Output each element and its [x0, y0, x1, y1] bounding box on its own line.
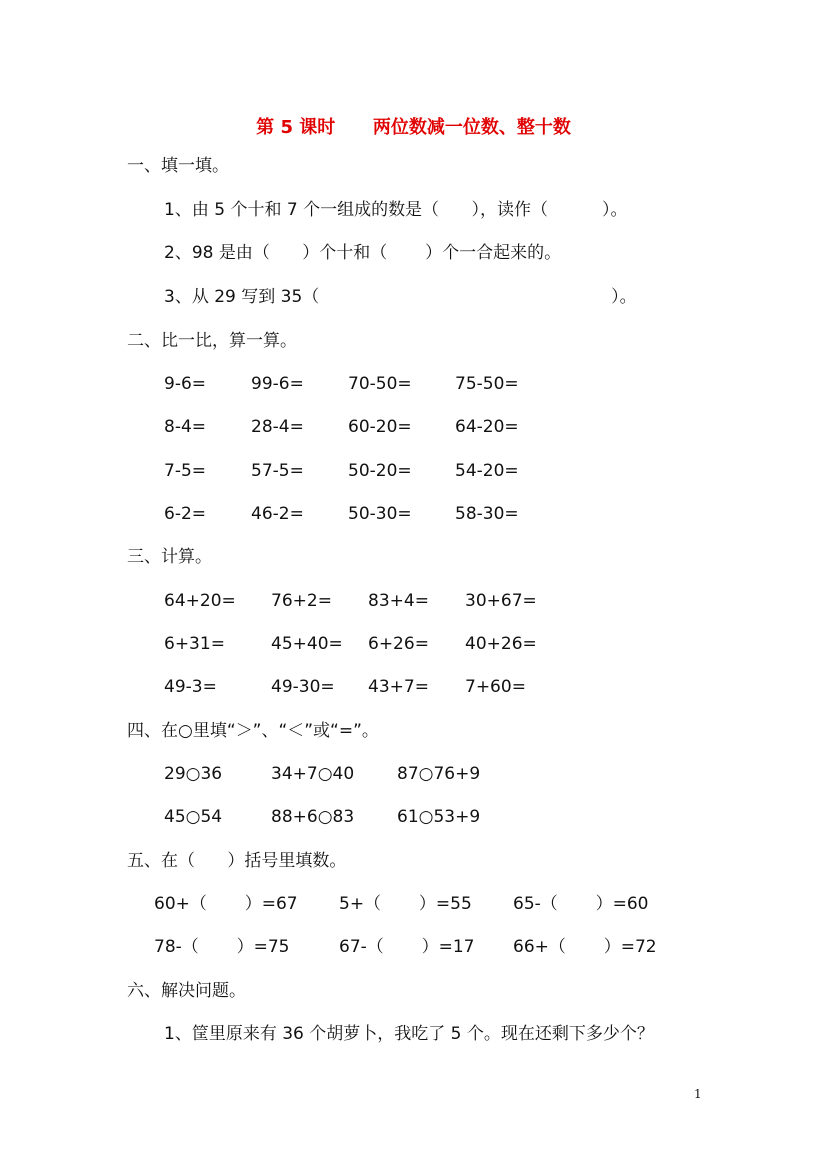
calc-item: 83+4= [368, 591, 429, 611]
word-problem-1: 1、筐里原来有 36 个胡萝卜，我吃了 5 个。现在还剩下多少个？ [164, 1024, 654, 1044]
calc-item: 50-30= [348, 504, 412, 524]
question-1-3: 3、从 29 写到 35（ ）。 [164, 287, 637, 307]
calc-item: 70-50= [348, 374, 412, 394]
section-6-heading: 六、解决问题。 [127, 981, 246, 1001]
calc-item: 6+26= [368, 634, 429, 654]
calc-item: 49-3= [164, 677, 217, 697]
fill-blank-item: 65-（ ）=60 [513, 894, 649, 914]
fill-blank-item: 78-（ ）=75 [154, 937, 290, 957]
calc-item: 60-20= [348, 417, 412, 437]
calc-item: 45+40= [271, 634, 343, 654]
calc-item: 99-6= [251, 374, 304, 394]
calc-item: 64+20= [164, 591, 236, 611]
calc-item: 46-2= [251, 504, 304, 524]
calc-item: 57-5= [251, 461, 304, 481]
calc-item: 8-4= [164, 417, 207, 437]
calc-item: 30+67= [465, 591, 537, 611]
question-1-2: 2、98 是由（ ）个十和（ ）个一合起来的。 [164, 243, 562, 263]
compare-item: 45○54 [164, 807, 223, 827]
calc-item: 58-30= [455, 504, 519, 524]
section-1-heading: 一、填一填。 [127, 156, 229, 176]
calc-item: 9-6= [164, 374, 207, 394]
calc-item: 54-20= [455, 461, 519, 481]
calc-item: 6-2= [164, 504, 207, 524]
calc-item: 49-30= [271, 677, 335, 697]
compare-item: 61○53+9 [397, 807, 481, 827]
calc-item: 50-20= [348, 461, 412, 481]
compare-item: 87○76+9 [397, 764, 481, 784]
page-number: 1 [694, 1087, 702, 1101]
compare-item: 34+7○40 [271, 764, 355, 784]
compare-item: 88+6○83 [271, 807, 355, 827]
section-4-heading: 四、在○里填“＞”、“＜”或“=”。 [127, 721, 379, 741]
calc-item: 7-5= [164, 461, 207, 481]
calc-item: 40+26= [465, 634, 537, 654]
calc-item: 43+7= [368, 677, 429, 697]
fill-blank-item: 60+（ ）=67 [154, 894, 298, 914]
calc-item: 75-50= [455, 374, 519, 394]
fill-blank-item: 67-（ ）=17 [339, 937, 475, 957]
page-title: 第 5 课时 两位数减一位数、整十数 [256, 117, 571, 138]
calc-item: 6+31= [164, 634, 225, 654]
calc-item: 76+2= [271, 591, 332, 611]
calc-item: 64-20= [455, 417, 519, 437]
section-2-heading: 二、比一比，算一算。 [127, 331, 297, 351]
section-5-heading: 五、在（ ）括号里填数。 [127, 851, 347, 871]
section-3-heading: 三、计算。 [127, 547, 212, 567]
question-1-1: 1、由 5 个十和 7 个一组成的数是（ ），读作（ ）。 [164, 200, 628, 220]
compare-item: 29○36 [164, 764, 223, 784]
calc-item: 28-4= [251, 417, 304, 437]
fill-blank-item: 66+（ ）=72 [513, 937, 657, 957]
fill-blank-item: 5+（ ）=55 [339, 894, 472, 914]
calc-item: 7+60= [465, 677, 526, 697]
